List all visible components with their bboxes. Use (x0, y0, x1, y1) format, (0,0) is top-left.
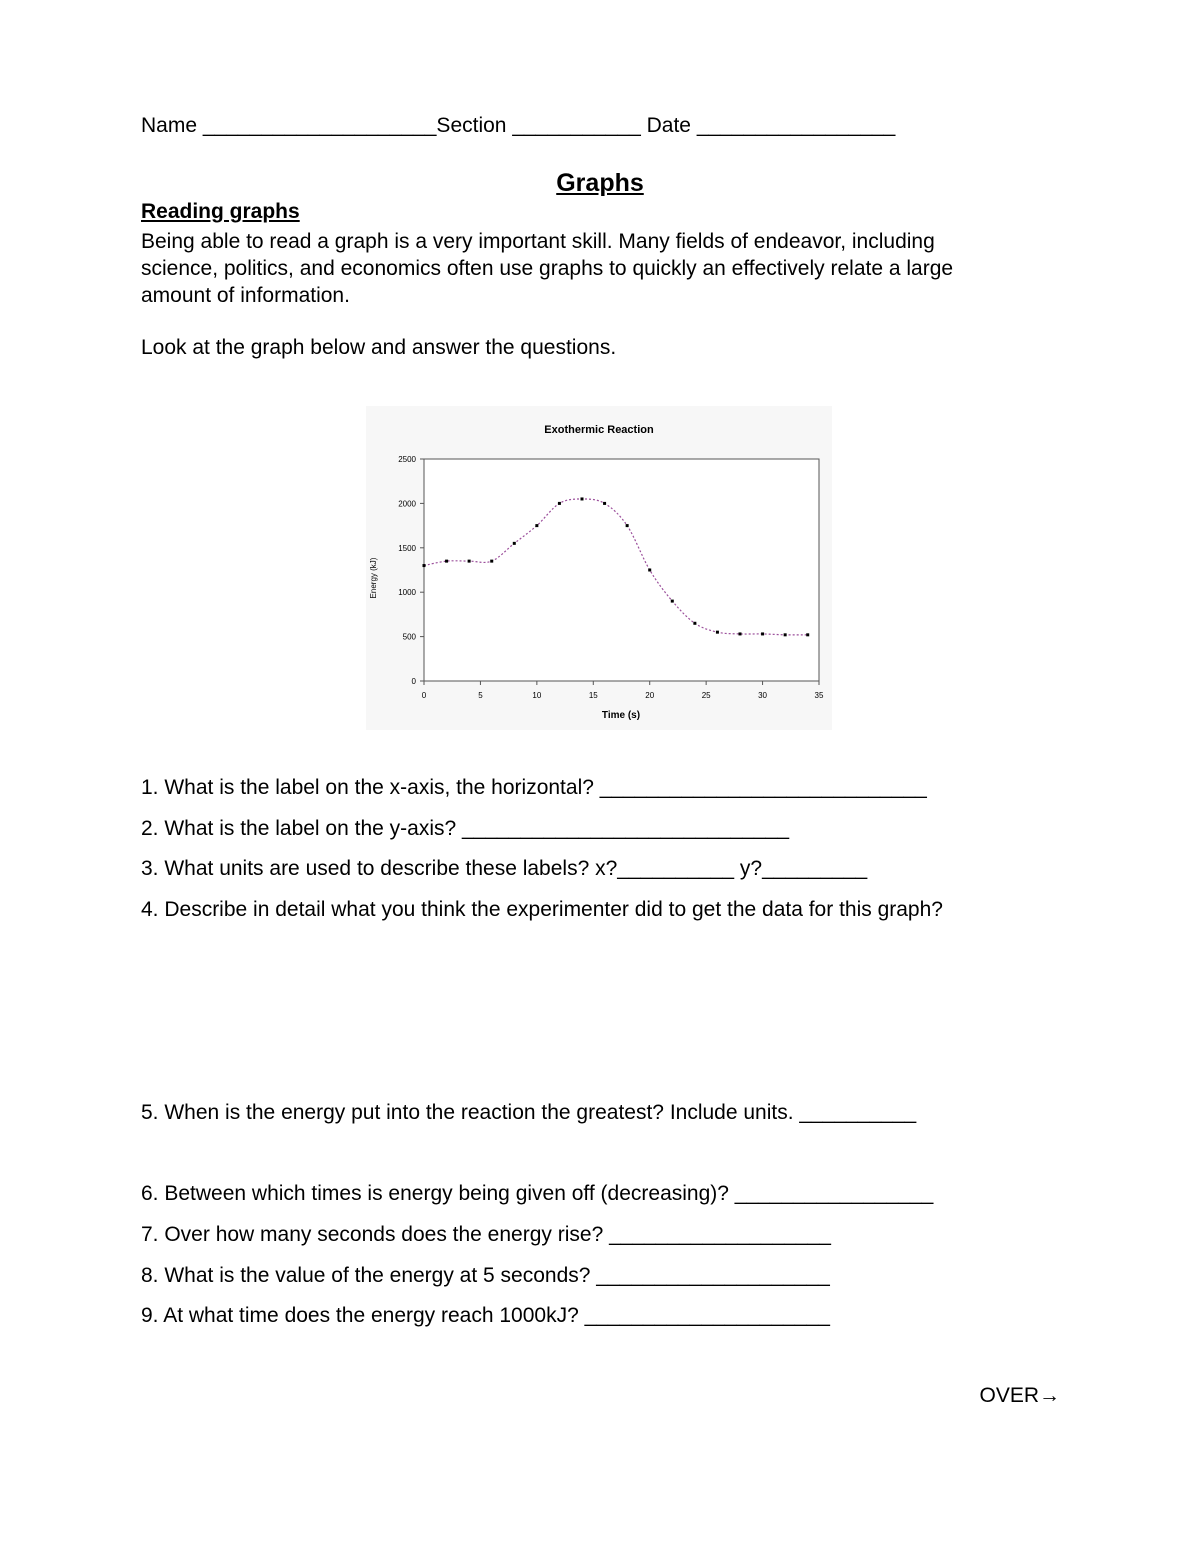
data-point (648, 569, 651, 572)
y-tick-label: 1500 (398, 543, 416, 553)
exothermic-chart (366, 406, 832, 730)
data-point (626, 524, 629, 527)
data-point (603, 502, 606, 505)
intro-line: Being able to read a graph is a very important skill. Many fields of endeavor, including (141, 230, 935, 253)
x-axis-label: Time (s) (601, 710, 641, 721)
y-tick-label: 500 (402, 632, 416, 642)
y-tick-label: 0 (411, 677, 416, 686)
page-title: Graphs (556, 169, 644, 197)
data-point (739, 632, 742, 635)
chart-svg (366, 406, 832, 730)
question-7: 7. Over how many seconds does the energy rise? ___________________ (141, 1223, 831, 1246)
data-point (693, 622, 696, 625)
data-point (445, 560, 448, 563)
intro-line: science, politics, and economics often use graphs to quickly an effectively relate a large (141, 257, 954, 280)
data-point (535, 524, 538, 527)
data-point (558, 502, 561, 505)
question-3: 3. What units are used to describe these labels? x?__________ y?_________ (141, 857, 868, 880)
question-8: 8. What is the value of the energy at 5 seconds? ____________________ (141, 1264, 830, 1287)
question-5: 5. When is the energy put into the reaction the greatest? Include units. __________ (141, 1101, 917, 1124)
header-name-section-date: Name ____________________Section ___________ Date _________________ (141, 114, 896, 137)
data-point (581, 497, 584, 500)
plot-area (424, 459, 819, 681)
intro-line: amount of information. (141, 284, 350, 307)
data-point (423, 564, 426, 567)
data-point (490, 560, 493, 563)
x-tick-label: 30 (758, 691, 768, 700)
x-tick-label: 25 (701, 691, 711, 700)
question-6: 6. Between which times is energy being given off (decreasing)? _________________ (141, 1182, 934, 1205)
question-4: 4. Describe in detail what you think the experimenter did to get the data for this graph? (141, 898, 943, 921)
data-point (806, 633, 809, 636)
question-2: 2. What is the label on the y-axis? ____________________________ (141, 817, 790, 840)
y-tick-label: 2000 (398, 499, 416, 509)
data-point (513, 542, 516, 545)
x-tick-label: 5 (478, 691, 483, 700)
instruction-text: Look at the graph below and answer the questions. (141, 336, 617, 359)
intro-paragraph (141, 228, 1081, 309)
chart-title: Exothermic Reaction (544, 424, 654, 436)
y-axis-label: Energy (kJ) (369, 557, 378, 599)
y-tick-label: 1000 (398, 588, 416, 598)
data-point (761, 632, 764, 635)
data-point (468, 560, 471, 563)
y-tick-label: 2500 (398, 455, 416, 464)
question-9: 9. At what time does the energy reach 1000kJ? _____________________ (141, 1304, 830, 1327)
section-heading: Reading graphs (141, 200, 300, 223)
data-point (784, 633, 787, 636)
x-tick-label: 15 (588, 691, 598, 700)
x-tick-label: 0 (421, 691, 427, 700)
data-point (671, 600, 674, 603)
data-point (716, 631, 719, 634)
over-indicator: OVER→ (979, 1384, 1060, 1407)
x-tick-label: 20 (645, 691, 655, 700)
x-tick-label: 10 (532, 691, 542, 700)
question-1: 1. What is the label on the x-axis, the horizontal? ____________________________ (141, 776, 927, 799)
x-tick-label: 35 (814, 691, 824, 700)
